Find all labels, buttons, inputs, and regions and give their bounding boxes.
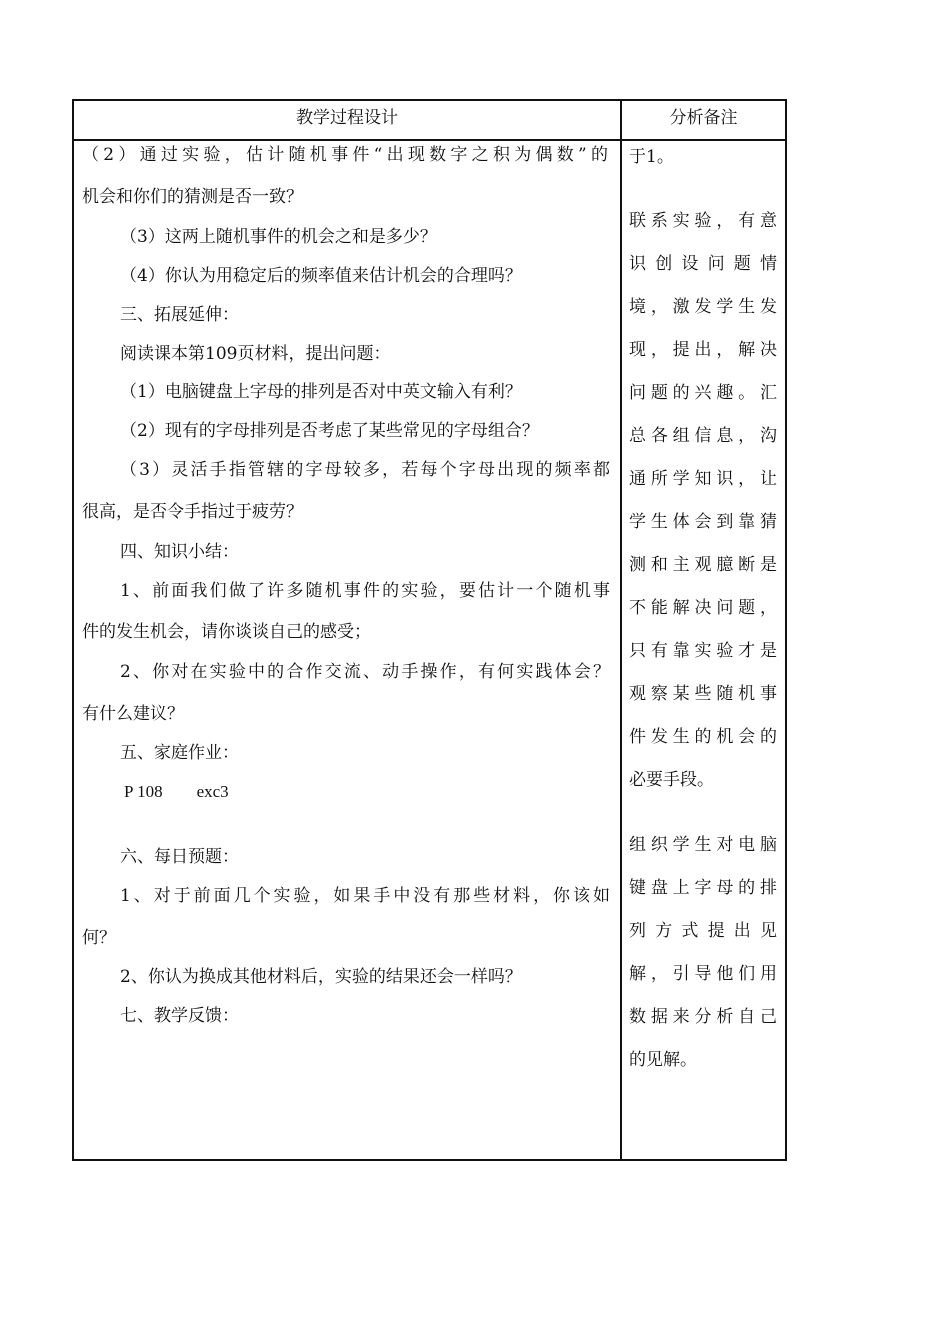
note-line: 境，激发学生发	[629, 297, 777, 317]
note-line: 只有靠实验才是	[629, 641, 777, 661]
note-line: 观察某些随机事	[629, 684, 777, 704]
note-line: 总各组信息，沟	[629, 426, 777, 446]
note-line: 识创设问题情	[629, 254, 777, 274]
text-line: （2）现有的字母排列是否考虑了某些常见的字母组合？	[120, 421, 539, 441]
header-divider	[74, 139, 785, 141]
note-line: 必要手段。	[629, 770, 714, 790]
note-line: 的见解。	[629, 1050, 697, 1070]
text-line: 有什么建议？	[82, 704, 184, 724]
text-line: 阅读课本第109页材料，提出问题：	[120, 344, 391, 364]
text-line: （2）通过实验，估计随机事件“出现数字之积为偶数”的	[82, 145, 608, 165]
text-line: 很高，是否令手指过于疲劳？	[82, 502, 303, 522]
text-line: 1、对于前面几个实验，如果手中没有那些材料，你该如	[120, 886, 610, 906]
text-line: 件的发生机会，请你谈谈自己的感受；	[82, 622, 371, 642]
note-line: 件发生的机会的	[629, 727, 777, 747]
note-line: 学生体会到靠猜	[629, 512, 777, 532]
text-line: 2、你认为换成其他材料后，实验的结果还会一样吗？	[120, 967, 522, 987]
note-line: 组织学生对电脑	[629, 835, 777, 855]
note-line: 列方式提出见	[629, 921, 777, 941]
note-line: 于1。	[629, 147, 674, 167]
column-divider	[620, 101, 622, 1159]
section-heading: 五、家庭作业：	[120, 743, 239, 763]
text-line: （4）你认为用稳定后的频率值来估计机会的合理吗？	[120, 266, 522, 286]
text-line: 2、你对在实验中的合作交流、动手操作，有何实践体会？	[120, 662, 610, 682]
text-line: 机会和你们的猜测是否一致？	[82, 187, 303, 207]
section-heading: 四、知识小结：	[120, 542, 239, 562]
note-line: 测和主观臆断是	[629, 555, 777, 575]
section-heading: 六、每日预题：	[120, 847, 239, 867]
note-line: 通所学知识，让	[629, 469, 777, 489]
text-line: （1）电脑键盘上字母的排列是否对中英文输入有利？	[120, 382, 522, 402]
header-teaching-process: 教学过程设计	[296, 108, 398, 128]
text-line: （3）这两上随机事件的机会之和是多少？	[120, 227, 437, 247]
note-line: 解，引导他们用	[629, 964, 777, 984]
section-heading: 三、拓展延伸：	[120, 305, 239, 325]
note-line: 问题的兴趣。汇	[629, 383, 777, 403]
text-line: （3）灵活手指管辖的字母较多，若每个字母出现的频率都	[120, 460, 610, 480]
note-line: 不能解决问题，	[629, 598, 777, 618]
note-line: 数据来分析自己	[629, 1007, 777, 1027]
text-line: 1、前面我们做了许多随机事件的实验，要估计一个随机事	[120, 581, 610, 601]
homework-line: P 108 exc3	[124, 782, 229, 801]
section-heading: 七、教学反馈：	[120, 1006, 239, 1026]
note-line: 键盘上字母的排	[629, 878, 777, 898]
note-line: 现，提出，解决	[629, 340, 777, 360]
header-analysis-notes: 分析备注	[669, 108, 738, 128]
text-line: 何？	[82, 928, 116, 948]
note-line: 联系实验，有意	[629, 211, 777, 231]
